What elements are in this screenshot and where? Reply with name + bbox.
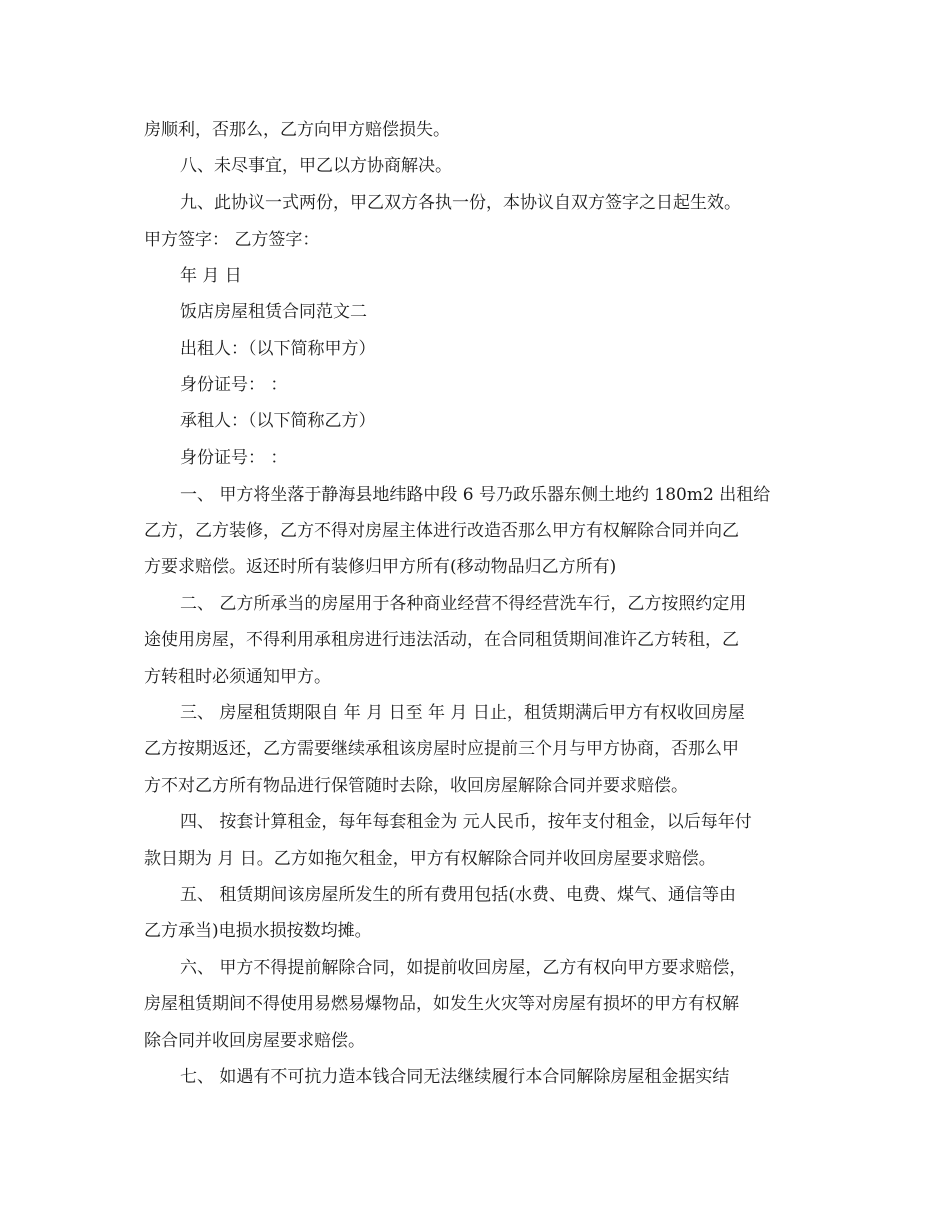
clause-4-line: 四、 按套计算租金，每年每套租金为 元人民币，按年支付租金，以后每年付 <box>180 812 752 832</box>
clause-6-line: 六、 甲方不得提前解除合同，如提前收回房屋，乙方有权向甲方要求赔偿， <box>180 958 747 978</box>
clause-6-line: 房屋租赁期间不得使用易燃易爆物品，如发生火灾等对房屋有损坏的甲方有权解 <box>144 994 739 1014</box>
lessor-line: 出租人：（以下简称甲方） <box>180 339 376 359</box>
clause-3-line: 方不对乙方所有物品进行保管随时去除，收回房屋解除合同并要求赔偿。 <box>144 776 688 796</box>
clause-5-line: 乙方承当)电损水损按数均摊。 <box>144 921 372 941</box>
clause-1-line: 乙方，乙方装修，乙方不得对房屋主体进行改造否那么甲方有权解除合同并向乙 <box>144 521 739 541</box>
clause-4-line: 款日期为 月 日。乙方如拖欠租金，甲方有权解除合同并收回房屋要求赔偿。 <box>144 849 716 869</box>
clause-2-line: 二、 乙方所承当的房屋用于各种商业经营不得经营洗车行，乙方按照约定用 <box>180 594 747 614</box>
clause-6-line: 除合同并收回房屋要求赔偿。 <box>144 1031 365 1051</box>
lessee-id-line: 身份证号： ： <box>180 448 288 468</box>
date-line: 年 月 日 <box>180 266 242 286</box>
clause-1-line: 一、 甲方将坐落于静海县地纬路中段 6 号乃政乐器东侧土地约 180m2 出租给 <box>180 485 771 505</box>
clause-1-line: 方要求赔偿。返还时所有装修归甲方所有(移动物品归乙方所有) <box>144 557 617 577</box>
clause-2-line: 途使用房屋，不得利用承租房进行违法活动，在合同租赁期间准许乙方转租，乙 <box>144 630 739 650</box>
signature-line: 甲方签字： 乙方签字： <box>144 230 320 250</box>
clause-9: 九、此协议一式两份，甲乙双方各执一份，本协议自双方签字之日起生效。 <box>180 193 741 213</box>
section-title: 饭店房屋租赁合同范文二 <box>180 302 367 322</box>
lessee-line: 承租人：（以下简称乙方） <box>180 411 376 431</box>
lessor-id-line: 身份证号： ： <box>180 375 288 395</box>
clause-8: 八、未尽事宜，甲乙以方协商解决。 <box>180 156 452 176</box>
clause-3-line: 三、 房屋租赁期限自 年 月 日至 年 月 日止，租赁期满后甲方有权收回房屋 <box>180 703 745 723</box>
clause-2-line: 方转租时必须通知甲方。 <box>144 667 331 687</box>
clause-3-line: 乙方按期返还，乙方需要继续承租该房屋时应提前三个月与甲方协商，否那么甲 <box>144 739 739 759</box>
paragraph-line: 房顺利，否那么，乙方向甲方赔偿损失。 <box>144 120 450 140</box>
clause-7-line: 七、 如遇有不可抗力造本钱合同无法继续履行本合同解除房屋租金据实结 <box>180 1067 730 1087</box>
clause-5-line: 五、 租赁期间该房屋所发生的所有费用包括(水费、电费、煤气、通信等由 <box>180 885 737 905</box>
